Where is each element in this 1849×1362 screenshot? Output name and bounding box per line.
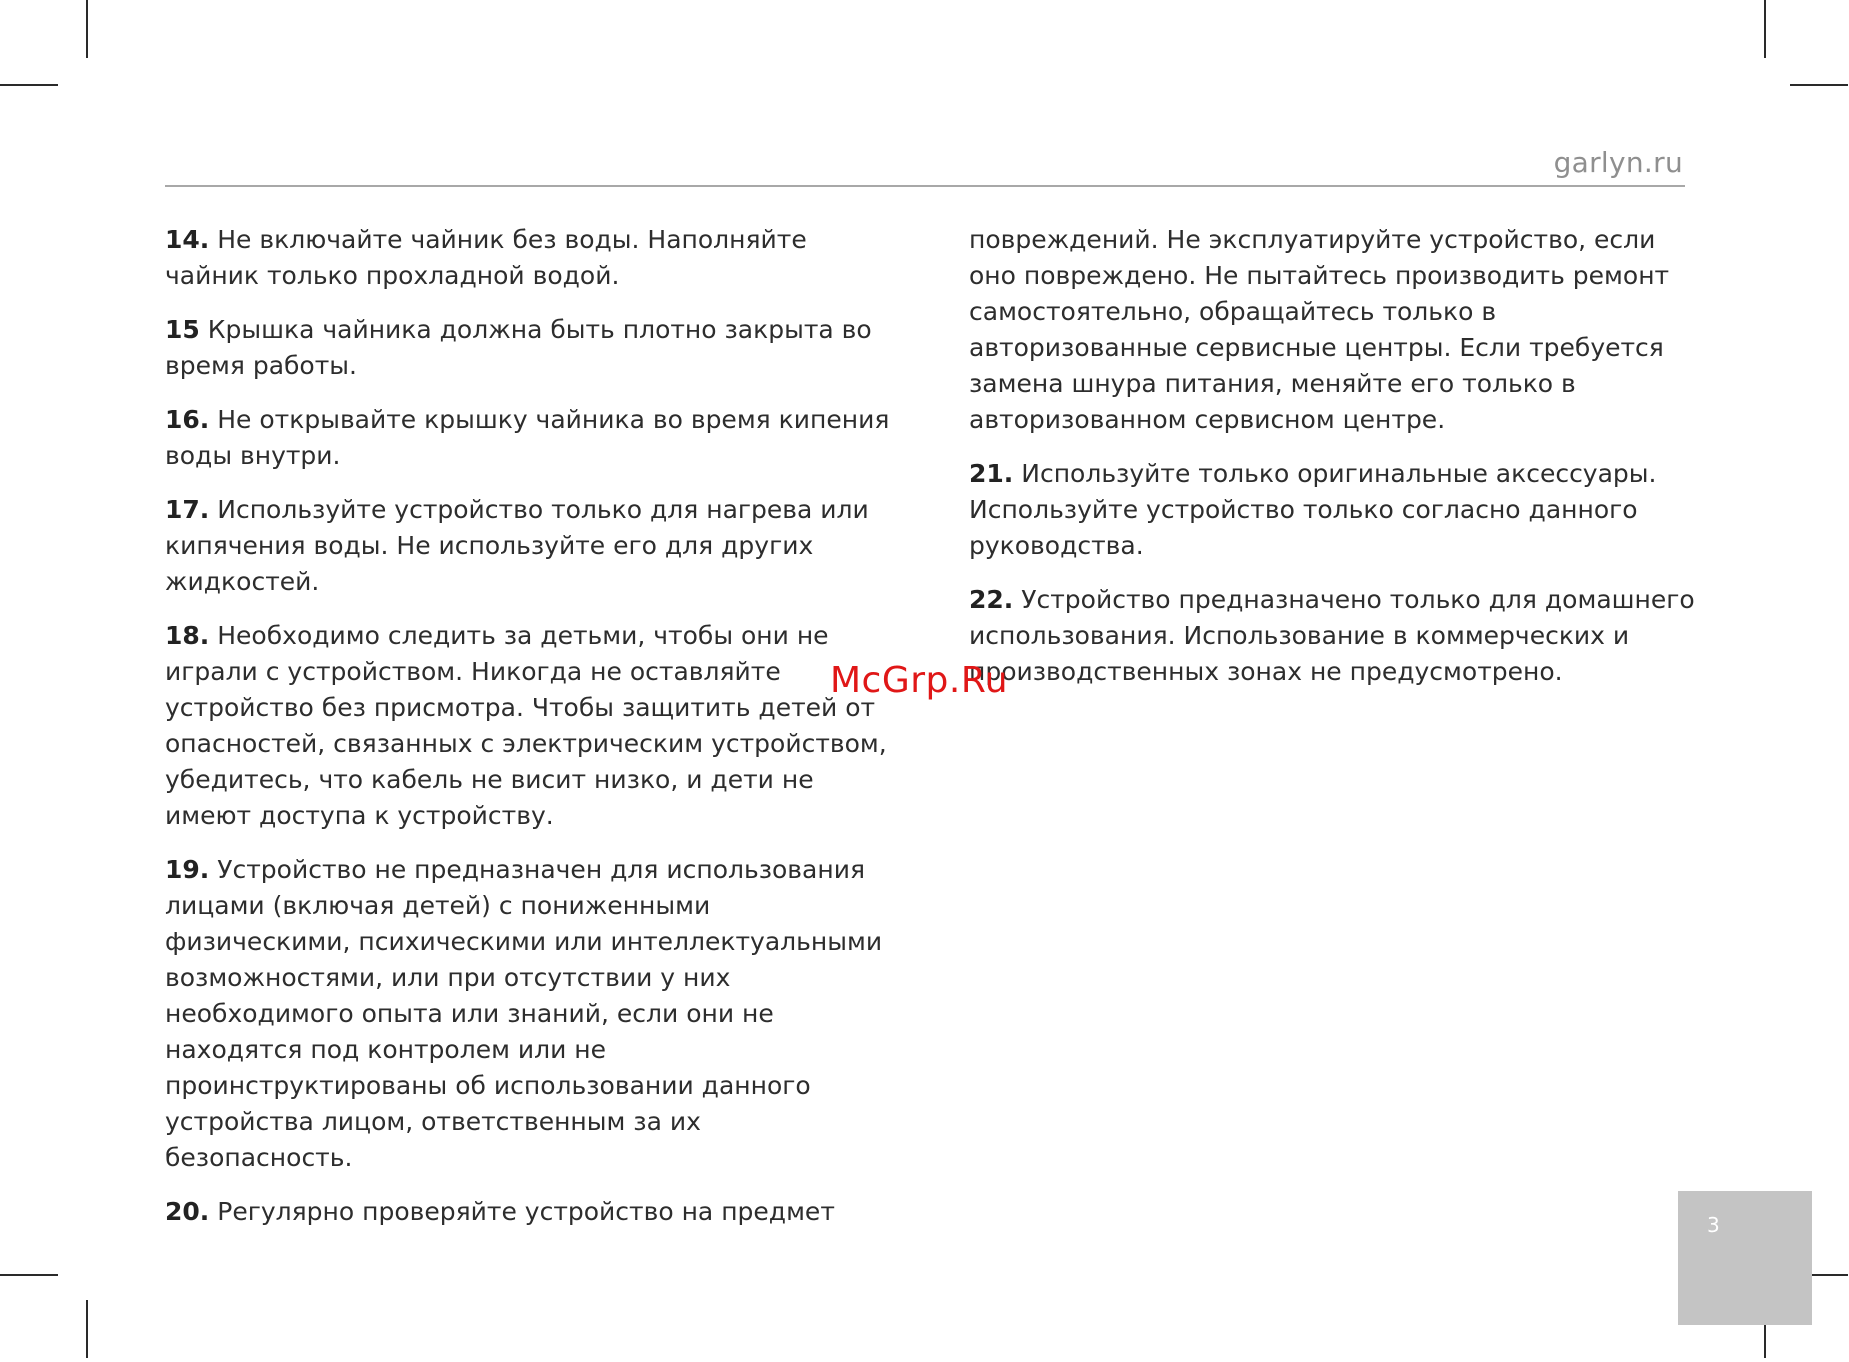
item-number: 20.	[165, 1197, 210, 1226]
crop-mark	[0, 84, 58, 86]
item-number: 22.	[969, 585, 1014, 614]
item-text: Устройство не предназначен для использования лицами (включая детей) с пониженными физическими, психическими или интеллектуальными возможностями, или при отсутствии у них необходимого опыта или знаний, если они не находятся под контролем или не проинструктированы об использовании данного устройства лицом, ответственным за их безопасность.	[165, 855, 883, 1172]
item-text: Не открывайте крышку чайника во время кипения воды внутри.	[165, 405, 890, 470]
crop-mark	[86, 1300, 88, 1358]
list-item	[165, 492, 895, 600]
list-item	[165, 402, 895, 474]
item-text: Крышка чайника должна быть плотно закрыта во время работы.	[165, 315, 872, 380]
list-item	[165, 852, 895, 1176]
item-number: 21.	[969, 459, 1014, 488]
watermark: McGrp.Ru	[830, 660, 1009, 701]
right-column	[969, 222, 1699, 708]
list-item	[165, 618, 895, 834]
page-number: 3	[1707, 1213, 1720, 1237]
list-item	[165, 1194, 895, 1230]
item-text: Устройство предназначено только для домашнего использования. Использование в коммерческих и производственных зонах не предусмотрено.	[969, 585, 1695, 686]
crop-mark	[0, 1274, 58, 1276]
crop-mark	[86, 0, 88, 58]
item-number: 18.	[165, 621, 210, 650]
list-item	[165, 222, 895, 294]
list-item	[969, 582, 1699, 690]
left-column	[165, 222, 895, 1248]
item-number: 17.	[165, 495, 210, 524]
header-divider	[165, 185, 1685, 187]
crop-mark	[1764, 0, 1766, 58]
list-item	[165, 312, 895, 384]
page-number-box	[1678, 1191, 1812, 1325]
item-number: 14.	[165, 225, 210, 254]
item-number: 16.	[165, 405, 210, 434]
site-url: garlyn.ru	[1553, 146, 1683, 179]
item-text: Регулярно проверяйте устройство на предмет	[217, 1197, 835, 1226]
item-number: 15	[165, 315, 200, 344]
list-item	[969, 456, 1699, 564]
item-number: 19.	[165, 855, 210, 884]
crop-mark	[1790, 84, 1848, 86]
item-text: Необходимо следить за детьми, чтобы они не играли с устройством. Никогда не оставляйте устройство без присмотра. Чтобы защитить детей от опасностей, связанных с электрическим устройством, убедитесь, что кабель не висит низко, и дети не имеют доступа к устройству.	[165, 621, 887, 830]
item-text: Используйте только оригинальные аксессуары. Используйте устройство только согласно данного руководства.	[969, 459, 1657, 560]
item-text: Используйте устройство только для нагрева или кипячения воды. Не используйте его для других жидкостей.	[165, 495, 869, 596]
item-text: Не включайте чайник без воды. Наполняйте чайник только прохладной водой.	[165, 225, 807, 290]
continued-text: повреждений. Не эксплуатируйте устройство, если оно повреждено. Не пытайтесь производить ремонт самостоятельно, обращайтесь только в авторизованные сервисные центры. Если требуется замена шнура питания, меняйте его только в авторизованном сервисном центре.	[969, 225, 1670, 434]
